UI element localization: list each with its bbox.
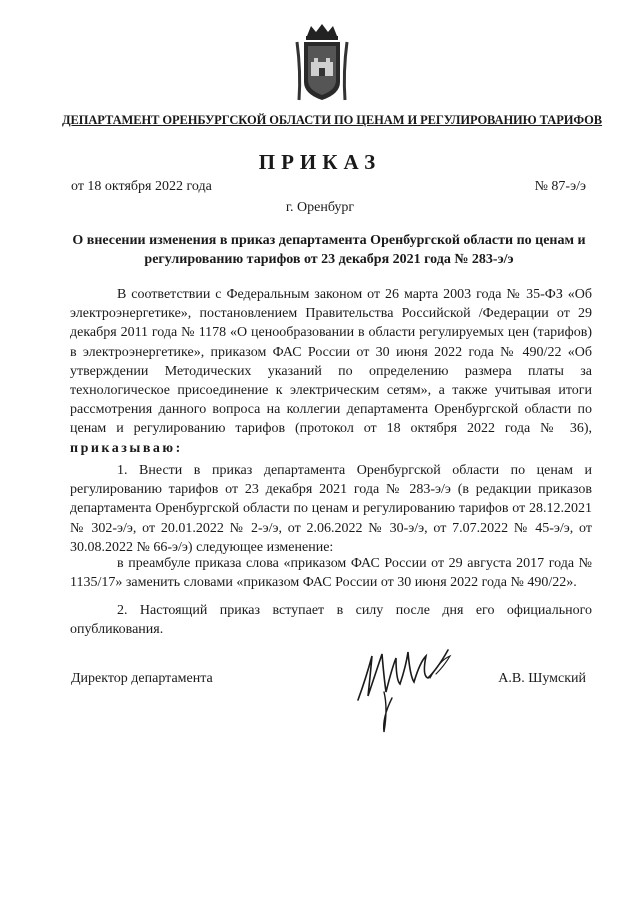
order-keyword: приказываю: [70, 440, 183, 456]
item-2-paragraph: 2. Настоящий приказ вступает в силу после дня его официального опубликования. [70, 603, 592, 638]
signatory-role: Директор департамента [71, 671, 213, 686]
preamble-text: В соответствии с Федеральным законом от 26 марта 2003 года № 35-ФЗ «Об электроэнергетике», постановлением Правительства Российской /Федерации от 29 декабря 2011 года № 1178 «О ценообразовании в области регулируемых цен (тарифов) в электроэнергетике», приказом ФАС России от 30 июня 2022 года № 490/22 «Об утверждении Методических указаний по определению размера платы за технологическое присоединение к электрическим сетям», а также учитывая итоги рассмотрения данного вопроса на коллегии департамента Оренбургской области по ценам и регулированию тарифов (протокол от 18 октября 2022 года № 36), [70, 287, 592, 437]
handwritten-signature-icon [348, 638, 460, 738]
department-name: ДЕПАРТАМЕНТ ОРЕНБУРГСКОЙ ОБЛАСТИ ПО ЦЕНАМ И РЕГУЛИРОВАНИЮ ТАРИФОВ [62, 113, 603, 127]
order-number: № 87-э/э [534, 179, 586, 194]
amendment-paragraph: в преамбуле приказа слова «приказом ФАС России от 29 августа 2017 года № 1135/17» заменить словами «приказом ФАС России от 30 июня 2022 года № 490/22». [70, 556, 592, 591]
signatory-name: А.В. Шумский [498, 671, 586, 686]
order-city: г. Оренбург [285, 200, 355, 215]
order-date: от 18 октября 2022 года [71, 179, 212, 194]
order-title: ПРИКАЗ [258, 150, 382, 174]
item-1-paragraph: 1. Внести в приказ департамента Оренбургской области по ценам и регулированию тарифов от 23 декабря 2021 года № 283-э/э (в редакции приказов департамента Оренбургской области по ценам и регулированию тарифов от 28.12.2021 № 302-э/э, от 20.01.2022 № 2-э/э, от 2.06.2022 № 30-э/э, от 7.07.2022 № 45-э/э, от 30.08.2022 № 66-э/э) следующее изменение: [70, 463, 592, 555]
preamble-paragraph [70, 285, 592, 458]
order-subject: О внесении изменения в приказ департамента Оренбургской области по ценам и регулированию тарифов от 23 декабря 2021 года № 283-э/э [72, 233, 586, 267]
coat-of-arms-icon [293, 22, 351, 104]
